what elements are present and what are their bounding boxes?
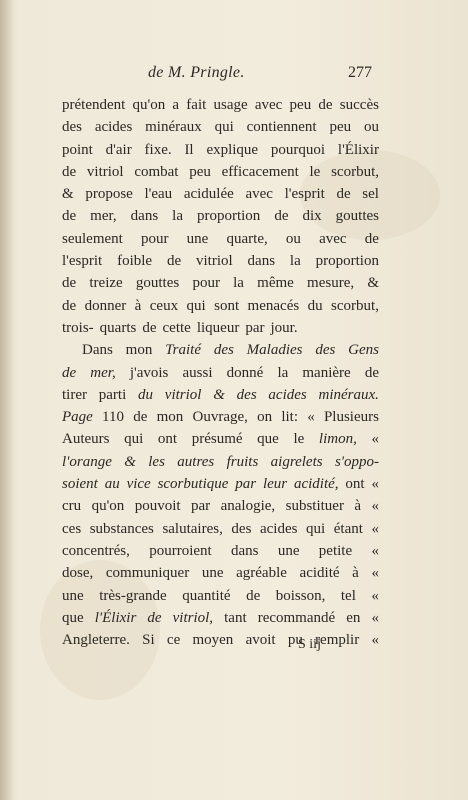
word: seulement (62, 230, 123, 247)
word: Auteurs (62, 431, 110, 448)
page-number: 277 (348, 64, 372, 81)
word: la (172, 208, 183, 225)
text-line (62, 272, 379, 294)
word: tirer (62, 386, 87, 403)
word: dans (130, 208, 159, 225)
word: de (62, 208, 77, 225)
word: « (371, 520, 379, 537)
word: en (346, 609, 361, 626)
word: peu (289, 97, 312, 113)
word: scorbut, (331, 297, 379, 314)
word: point (62, 141, 93, 158)
word: quarts (99, 319, 137, 336)
word: j'avois (129, 364, 169, 381)
word: remplir (315, 632, 360, 649)
text-line (62, 116, 379, 138)
word: « (371, 632, 379, 649)
word: la (289, 253, 301, 270)
word: leur (262, 476, 288, 493)
word: l'eau (144, 186, 173, 203)
word: acides (268, 386, 307, 403)
word: Angleterre. (62, 632, 130, 649)
word: « (371, 609, 379, 626)
text-line (62, 518, 379, 540)
word: avec (245, 186, 273, 203)
word: du (307, 297, 323, 314)
word: autres (177, 453, 215, 470)
word: mon (156, 409, 184, 426)
word: parti (98, 386, 127, 403)
word: boisson, (275, 587, 326, 604)
word: petite (318, 542, 353, 559)
word: tel (340, 587, 356, 604)
text-line (62, 562, 379, 584)
word: succès (339, 97, 379, 113)
text-line (62, 495, 379, 517)
word: aigrelets (270, 453, 323, 470)
word: dans (247, 253, 276, 270)
word: soient (62, 476, 98, 493)
word: dose, (62, 565, 94, 582)
text-line (62, 161, 379, 183)
word: de (274, 208, 289, 225)
word: liqueur (196, 319, 240, 336)
word: par (245, 319, 265, 336)
word: « (307, 409, 315, 426)
word: de (133, 409, 148, 426)
word: scorbut, (331, 163, 379, 180)
word: acidité (299, 565, 340, 582)
word: le (309, 163, 321, 180)
word: l'Élixir (94, 609, 137, 626)
word: cette (162, 319, 191, 336)
word: au (104, 476, 120, 493)
word: « (371, 476, 379, 493)
word: acides (259, 520, 298, 537)
word: vice (126, 476, 151, 493)
word: explique (206, 141, 259, 158)
word: pour (141, 230, 169, 247)
text-line (62, 629, 379, 651)
word: ont (345, 476, 365, 493)
word: Gens (348, 342, 379, 359)
word: & (124, 453, 136, 470)
text-line (62, 384, 379, 406)
word: dix (302, 208, 322, 225)
word: une (62, 587, 84, 604)
word: scorbutique (157, 476, 229, 493)
word: des (315, 342, 336, 359)
word: qu'on (91, 498, 125, 515)
word: qu'on (132, 97, 166, 113)
word: mer, (90, 208, 117, 225)
gutter-shadow (0, 0, 14, 800)
word: substances (89, 520, 154, 537)
word: on (257, 409, 273, 426)
running-head: de M. Pringle. (148, 64, 245, 81)
word: Il (184, 141, 194, 158)
word: pour (192, 275, 220, 292)
word: donné (226, 364, 264, 381)
word: a (172, 97, 180, 113)
text-line (62, 94, 379, 116)
word: pourquoi (270, 141, 326, 158)
word: étant (333, 520, 363, 537)
word: salutaires, (162, 520, 223, 537)
word: pu (287, 632, 303, 649)
word: vitriol (196, 253, 233, 270)
word: même (257, 275, 294, 292)
word: sont (214, 297, 240, 314)
word: proportion (196, 208, 261, 225)
word: le (293, 431, 305, 448)
word: l'orange (62, 453, 112, 470)
word: agréable (236, 565, 287, 582)
word: peu (329, 119, 352, 136)
word: mesure, (307, 275, 355, 292)
signature-mark: S iij (298, 637, 321, 652)
word: « (371, 431, 379, 448)
word: combat (134, 163, 179, 180)
word: contiennent (246, 119, 317, 136)
word: par (235, 476, 257, 493)
word: des (231, 520, 252, 537)
word: propose (85, 186, 133, 203)
word: fixe. (144, 141, 172, 158)
word: pouvoit (134, 498, 181, 515)
word: substituer (285, 498, 344, 515)
word: « (371, 542, 379, 559)
text-line (62, 362, 379, 384)
word: vitriol, (172, 609, 214, 626)
word: quantité (182, 587, 231, 604)
word: recommandé (257, 609, 336, 626)
word: la (233, 275, 244, 292)
word: acidité, (293, 476, 339, 493)
word: Plusieurs (323, 409, 379, 426)
word: l'Élixir (337, 141, 379, 158)
word: de (62, 297, 77, 314)
word: gouttes (135, 275, 180, 292)
page-header (140, 64, 372, 84)
word: & (213, 386, 225, 403)
word: sel (362, 186, 379, 203)
word: vitriol (164, 386, 202, 403)
word: jour. (270, 319, 298, 336)
word: Ouvrage, (192, 409, 248, 426)
word: gouttes (335, 208, 379, 225)
text-line (62, 317, 379, 339)
word: des (236, 386, 257, 403)
text-line (62, 406, 379, 428)
word: efficacement (221, 163, 299, 180)
word: à (352, 565, 359, 582)
word: d'air (105, 141, 132, 158)
word: de (318, 97, 333, 113)
word: que (257, 431, 279, 448)
word: lit: (281, 409, 299, 426)
word: de (62, 275, 77, 292)
word: & (367, 275, 379, 292)
word: minéraux. (318, 386, 379, 403)
word: ou (285, 230, 301, 247)
text-line (62, 540, 379, 562)
word: de (336, 186, 351, 203)
word: par (191, 498, 211, 515)
text-line (62, 585, 379, 607)
word: fait (186, 97, 207, 113)
word: Traité (165, 342, 202, 359)
word: peu (189, 163, 211, 180)
word: ou (363, 119, 379, 136)
word: la (277, 364, 289, 381)
word: mer, (90, 364, 116, 381)
word: une (201, 565, 224, 582)
word: fruits (226, 453, 259, 470)
word: qui (186, 297, 206, 314)
word: une (277, 542, 300, 559)
word: ont (157, 431, 178, 448)
word: à (354, 498, 362, 515)
word: des (62, 119, 82, 136)
word: communiquer (105, 565, 190, 582)
word: moyen (192, 632, 234, 649)
text-line (62, 250, 379, 272)
word: qui (214, 119, 234, 136)
word: acidulée (183, 186, 234, 203)
word: cru (62, 498, 82, 515)
text-line (62, 205, 379, 227)
word: « (371, 565, 379, 582)
word: dans (231, 542, 259, 559)
word: avoit (245, 632, 276, 649)
word: tant (224, 609, 247, 626)
word: de (166, 253, 182, 270)
body-text (62, 94, 379, 651)
word: de (62, 364, 77, 381)
word: l'esprit (284, 186, 325, 203)
word: qui (124, 431, 144, 448)
word: vitriol (86, 163, 124, 180)
word: aussi (182, 364, 213, 381)
word: proportion (315, 253, 379, 270)
word: avec (254, 97, 283, 113)
word: 110 (102, 409, 124, 426)
word: Maladies (246, 342, 303, 359)
text-line (62, 139, 379, 161)
word: treize (89, 275, 123, 292)
word: minéraux (145, 119, 202, 136)
word: trois- (62, 319, 94, 336)
word: quarte, (226, 230, 268, 247)
word: manière (302, 364, 351, 381)
word: Page (62, 409, 93, 426)
word: limon, (318, 431, 357, 448)
text-line (62, 607, 379, 629)
word: & (62, 186, 74, 203)
word: usage (213, 97, 248, 113)
word: Dans (82, 342, 113, 359)
word: ces (62, 520, 82, 537)
word: donner (84, 297, 127, 314)
text-line (62, 339, 379, 361)
word: pourroient (149, 542, 212, 559)
word: s'oppo- (334, 453, 379, 470)
word: les (148, 453, 165, 470)
word: une (186, 230, 209, 247)
text-line (62, 473, 379, 495)
word: menacés (247, 297, 300, 314)
word: concentrés, (62, 542, 130, 559)
word: à (134, 297, 142, 314)
word: de (142, 319, 157, 336)
word: du (138, 386, 154, 403)
word: ce (166, 632, 181, 649)
word: de (364, 364, 379, 381)
word: avec (319, 230, 347, 247)
word: ceux (149, 297, 179, 314)
text-line (62, 228, 379, 250)
word: Si (142, 632, 155, 649)
word: analogie, (220, 498, 276, 515)
word: acides (94, 119, 133, 136)
word: foible (117, 253, 153, 270)
text-line (62, 183, 379, 205)
word: de (246, 587, 261, 604)
text-line (62, 451, 379, 473)
word: de (364, 230, 379, 247)
word: présumé (191, 431, 243, 448)
word: des (213, 342, 234, 359)
word: « (371, 498, 379, 515)
word: de (62, 163, 77, 180)
word: mon (125, 342, 153, 359)
text-line (62, 295, 379, 317)
text-line (62, 428, 379, 450)
word: « (371, 587, 379, 604)
word: qui (306, 520, 326, 537)
word: l'esprit (62, 253, 103, 270)
word: très-grande (99, 587, 167, 604)
word: prétendent (62, 97, 126, 113)
word: de (147, 609, 162, 626)
word: que (62, 609, 84, 626)
